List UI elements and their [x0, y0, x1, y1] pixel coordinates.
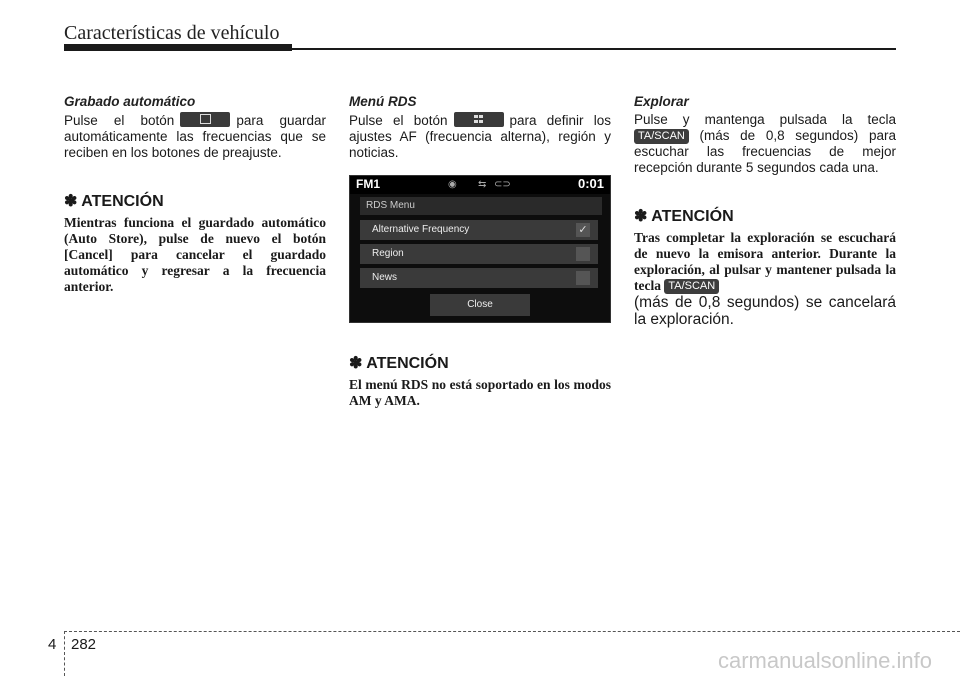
column-auto-store — [64, 94, 326, 295]
attention-text: El menú RDS no está soportado en los modos AM y AMA. — [349, 377, 611, 408]
attention-text-start: Tras completar la exploración se escuchará de nuevo la emisora anterior. Durante la exploración, al pulsar y mantener pulsada la tecla — [634, 230, 896, 293]
screen-clock: 0:01 — [577, 176, 604, 191]
attention-text-tail: (más de 0,8 segundos) se cancelará la exploración. — [634, 294, 896, 328]
link-icon: ⊂⊃ — [494, 179, 511, 190]
checkbox-icon[interactable] — [576, 247, 590, 261]
ta-scan-key-label: TA/SCAN — [634, 129, 689, 144]
menu-item-label: Alternative Frequency — [372, 224, 470, 235]
attention-text — [634, 230, 896, 294]
menu-item-label: Region — [372, 248, 404, 259]
paragraph-text-start: Pulse el botón — [349, 113, 448, 128]
auto-store-button-image — [180, 112, 230, 127]
check-icon[interactable]: ✓ — [576, 223, 590, 237]
column-rds-menu — [349, 94, 611, 409]
paragraph-text-end: (más de 0,8 segundos) para escuchar las frecuencias de mejor recepción durante 5 segundos cada una. — [634, 128, 896, 175]
screen-band-label: FM1 — [356, 177, 380, 191]
paragraph-scan — [634, 112, 896, 176]
section-title-rds-menu: Menú RDS — [349, 94, 417, 109]
auto-store-icon — [200, 114, 211, 124]
paragraph-rds-menu — [349, 112, 611, 161]
close-button[interactable]: Close — [430, 294, 530, 316]
attention-title: ✽ ATENCIÓN — [634, 208, 734, 225]
paragraph-text-end: para definir los ajustes AF (frecuencia alterna), región y noticias. — [349, 113, 611, 160]
menu-grid-icon — [474, 115, 484, 124]
attention-title: ✽ ATENCIÓN — [349, 355, 449, 372]
paragraph-auto-store — [64, 112, 326, 161]
section-title-scan: Explorar — [634, 94, 689, 109]
paragraph-text-end: para guardar automáticamente las frecuencias que se reciben en los botones de preajuste. — [64, 113, 326, 160]
watermark-text: carmanualsonline.info — [717, 648, 932, 673]
attention-title: ✽ ATENCIÓN — [64, 193, 164, 210]
ta-scan-key-label: TA/SCAN — [664, 279, 719, 294]
rds-indicator-icon: ◉ — [448, 179, 457, 190]
usb-icon: ⇆ — [478, 179, 487, 190]
menu-item-label: News — [372, 272, 398, 283]
menu-item-news[interactable] — [360, 268, 598, 288]
header-accent-bar — [64, 44, 292, 51]
section-title-auto-store: Grabado automático — [64, 94, 196, 109]
rds-menu-button-image — [454, 112, 504, 127]
footer-vertical-divider — [64, 631, 65, 676]
paragraph-text-start: Pulse y mantenga pulsada la tecla — [634, 112, 896, 127]
menu-item-region[interactable] — [360, 244, 598, 264]
footer-divider — [64, 631, 960, 632]
menu-item-alternative-frequency[interactable] — [360, 220, 598, 240]
chapter-number: 4 — [48, 636, 57, 653]
column-scan — [634, 94, 896, 328]
page-number: 282 — [71, 636, 97, 653]
rds-menu-screenshot — [349, 175, 611, 323]
screen-menu-title: RDS Menu — [360, 197, 602, 215]
checkbox-icon[interactable] — [576, 271, 590, 285]
paragraph-text-start: Pulse el botón — [64, 113, 175, 128]
page-header-title: Características de vehículo — [64, 22, 280, 44]
attention-text: Mientras funciona el guardado automático (Auto Store), pulse de nuevo el botón [Cancel] para cancelar el guardado automático y regresar a la frecuencia anterior. — [64, 215, 326, 294]
